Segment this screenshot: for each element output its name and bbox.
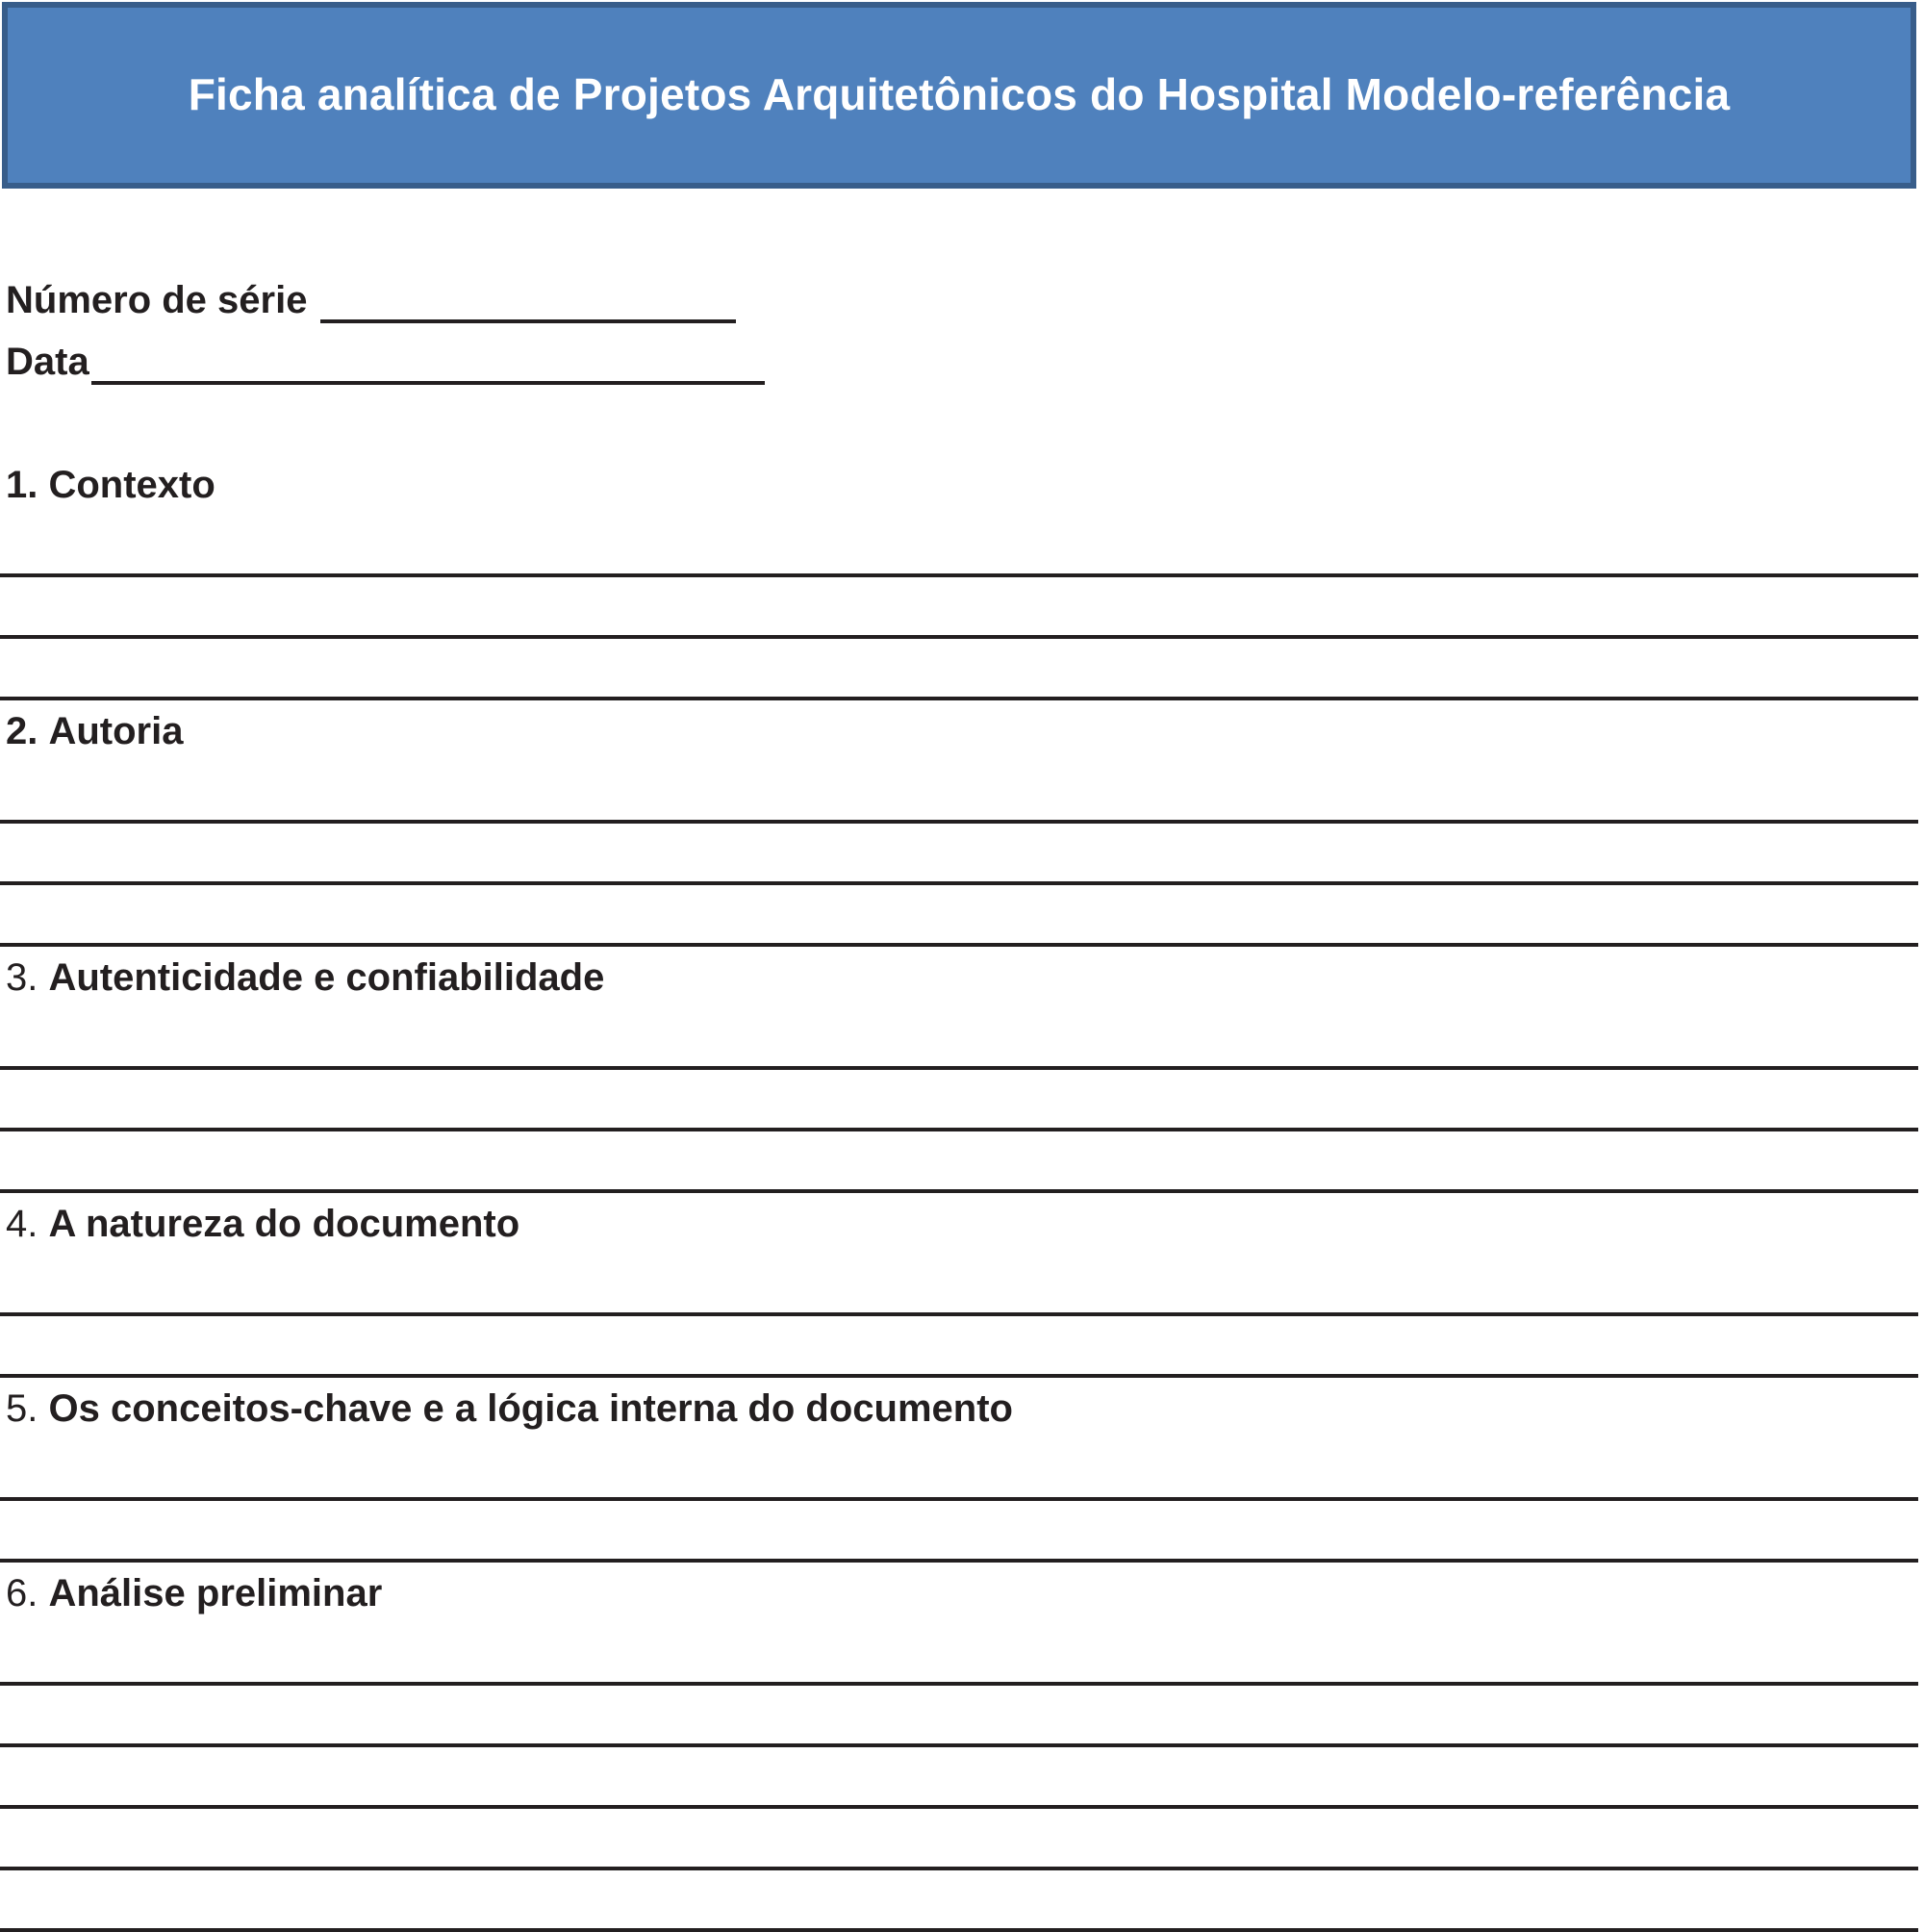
answer-line[interactable] xyxy=(0,1686,1918,1747)
data-field xyxy=(6,331,1924,393)
answer-line[interactable] xyxy=(0,1131,1918,1193)
section-number: 6. xyxy=(6,1572,38,1614)
answer-line[interactable] xyxy=(0,1747,1918,1809)
answer-line[interactable] xyxy=(0,885,1918,947)
section-number: 3. xyxy=(6,956,38,999)
data-label: Data xyxy=(6,341,89,383)
answer-line[interactable] xyxy=(0,1255,1918,1316)
answer-line[interactable] xyxy=(0,824,1918,885)
answer-line[interactable] xyxy=(0,1624,1918,1686)
analysis-form xyxy=(6,269,1924,1932)
data-input-line[interactable] xyxy=(91,337,765,385)
answer-line[interactable] xyxy=(0,1501,1918,1563)
section-label: Autoria xyxy=(48,710,184,752)
section-title-autoria xyxy=(6,700,1924,762)
answer-line[interactable] xyxy=(0,1070,1918,1131)
serie-label: Número de série xyxy=(6,279,308,321)
answer-line[interactable] xyxy=(0,1809,1918,1870)
spacer xyxy=(6,393,1924,454)
section-label: Os conceitos-chave e a lógica interna do documento xyxy=(48,1387,1013,1430)
serie-field xyxy=(6,269,1924,331)
section-number: 1. xyxy=(6,464,38,506)
page-title: Ficha analítica de Projetos Arquitetônicos do Hospital Modelo-referência xyxy=(188,69,1731,119)
serie-input-line[interactable] xyxy=(320,275,736,323)
section-title-natureza xyxy=(6,1193,1924,1255)
section-title-autenticidade xyxy=(6,947,1924,1008)
section-number: 4. xyxy=(6,1203,38,1245)
section-title-contexto xyxy=(6,454,1924,516)
form-header xyxy=(2,2,1916,189)
section-number: 2. xyxy=(6,710,38,752)
answer-line[interactable] xyxy=(0,577,1918,639)
section-label: A natureza do documento xyxy=(48,1203,520,1245)
answer-line[interactable] xyxy=(0,516,1918,577)
answer-line[interactable] xyxy=(0,1008,1918,1070)
answer-line[interactable] xyxy=(0,1439,1918,1501)
section-title-conceitos xyxy=(6,1378,1924,1439)
section-label: Contexto xyxy=(48,464,215,506)
section-label: Análise preliminar xyxy=(48,1572,383,1614)
answer-line[interactable] xyxy=(0,1316,1918,1378)
section-label: Autenticidade e confiabilidade xyxy=(48,956,605,999)
answer-line[interactable] xyxy=(0,1870,1918,1932)
section-title-analise xyxy=(6,1563,1924,1624)
section-number: 5. xyxy=(6,1387,38,1430)
answer-line[interactable] xyxy=(0,762,1918,824)
answer-line[interactable] xyxy=(0,639,1918,700)
